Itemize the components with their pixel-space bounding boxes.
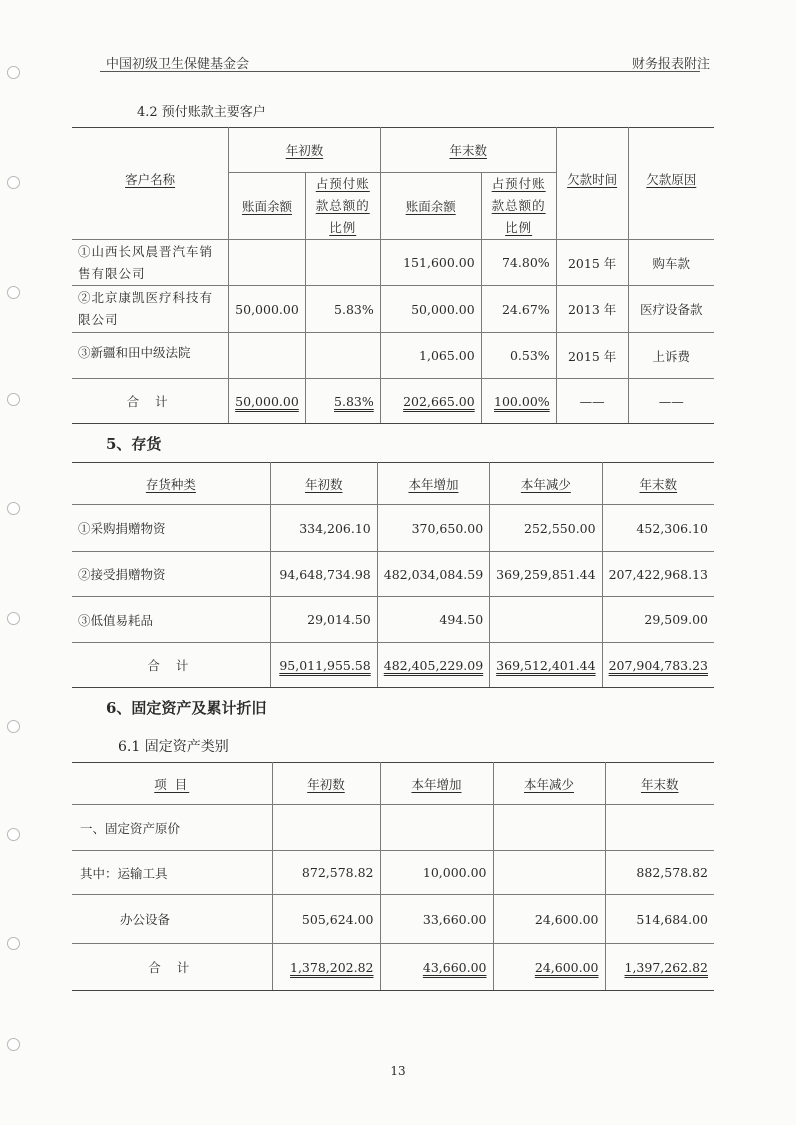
table-header-row — [72, 128, 714, 173]
decrease-value — [493, 851, 605, 895]
debt-time: 2015 年 — [556, 333, 628, 379]
total-time: —— — [556, 379, 628, 424]
col-begin: 年初数 — [285, 143, 324, 158]
col-begin-ratio-l1: 占预付账 — [315, 176, 370, 191]
col-end-ratio-l2: 款总额的 — [491, 198, 546, 213]
total-increase: 43,660.00 — [422, 959, 487, 975]
binder-hole — [7, 66, 20, 79]
header-section: 财务报表附注 — [631, 57, 710, 72]
section-6-1-title: 6.1 固定资产类别 — [118, 739, 229, 755]
begin-ratio — [305, 240, 380, 286]
prepaid-customers-table — [72, 127, 714, 424]
header-rule — [100, 71, 700, 72]
col-end-amount: 账面余额 — [405, 199, 456, 214]
end-value: 514,684.00 — [605, 895, 714, 944]
table-row — [72, 286, 714, 333]
end-value: 29,509.00 — [602, 597, 714, 643]
customer-name-l2: 售有限公司 — [78, 265, 146, 281]
table-total-row — [72, 944, 714, 991]
increase-value: 33,660.00 — [380, 895, 493, 944]
col-begin: 年初数 — [307, 776, 345, 792]
increase-value: 370,650.00 — [377, 505, 489, 552]
inventory-name: ②接受捐赠物资 — [72, 552, 270, 597]
total-label: 合 计 — [72, 379, 229, 424]
total-reason: —— — [628, 379, 714, 424]
begin-value: 505,624.00 — [272, 895, 380, 944]
col-customer-name: 客户名称 — [125, 172, 176, 187]
decrease-value — [490, 597, 602, 643]
col-increase: 本年增加 — [408, 476, 459, 492]
total-end-amount: 202,665.00 — [403, 393, 475, 409]
section-6-title: 6、固定资产及累计折旧 — [106, 699, 267, 717]
total-begin-ratio: 5.83% — [334, 393, 374, 409]
page-number: 13 — [390, 1064, 406, 1078]
asset-name: 其中：运输工具 — [72, 851, 272, 895]
col-reason: 欠款原因 — [646, 172, 697, 187]
inventory-name: ①采购捐赠物资 — [72, 505, 270, 552]
col-end-ratio-l3: 比例 — [505, 220, 533, 235]
binder-hole — [7, 393, 20, 406]
table-row — [72, 505, 714, 552]
binder-hole — [7, 937, 20, 950]
decrease-value: 252,550.00 — [490, 505, 602, 552]
begin-amount — [229, 240, 306, 286]
end-amount: 50,000.00 — [380, 286, 481, 333]
total-begin: 1,378,202.82 — [290, 959, 374, 975]
decrease-value: 24,600.00 — [493, 895, 605, 944]
asset-name: 一、固定资产原价 — [72, 805, 272, 851]
total-label: 合 计 — [72, 944, 272, 991]
customer-name-l1: ②北京康凯医疗科技有 — [78, 290, 214, 305]
col-end: 年末数 — [449, 143, 487, 158]
col-begin-ratio-l3: 比例 — [329, 220, 357, 235]
col-decrease: 本年减少 — [520, 476, 571, 492]
increase-value: 10,000.00 — [380, 851, 493, 895]
col-begin-amount: 账面余额 — [241, 199, 292, 214]
col-inventory-type: 存货种类 — [145, 476, 196, 492]
increase-value — [380, 805, 493, 851]
section-4-2-title: 4.2 预付账款主要客户 — [137, 105, 266, 120]
total-increase: 482,405,229.09 — [383, 657, 484, 673]
begin-ratio — [305, 333, 380, 379]
total-decrease: 24,600.00 — [534, 959, 599, 975]
decrease-value: 369,259,851.44 — [490, 552, 602, 597]
col-increase: 本年增加 — [411, 776, 462, 792]
table-row — [72, 851, 714, 895]
inventory-table — [72, 462, 714, 688]
total-label: 合 计 — [72, 643, 270, 688]
col-end: 年末数 — [639, 476, 678, 492]
binder-hole — [7, 502, 20, 515]
begin-value: 29,014.50 — [270, 597, 377, 643]
increase-value: 482,034,084.59 — [377, 552, 489, 597]
debt-time: 2015 年 — [556, 240, 628, 286]
table-total-row — [72, 643, 714, 688]
end-value — [605, 805, 714, 851]
begin-value: 872,578.82 — [272, 851, 380, 895]
increase-value: 494.50 — [377, 597, 489, 643]
col-decrease: 本年减少 — [523, 776, 574, 792]
table-header-row — [72, 463, 714, 505]
binder-hole — [7, 286, 20, 299]
table-row — [72, 805, 714, 851]
binder-hole — [7, 612, 20, 625]
col-begin-ratio-l2: 款总额的 — [315, 198, 370, 213]
begin-amount: 50,000.00 — [229, 286, 306, 333]
begin-value: 334,206.10 — [270, 505, 377, 552]
total-end: 207,904,783.23 — [608, 657, 708, 673]
end-ratio: 0.53% — [481, 333, 556, 379]
binder-hole — [7, 828, 20, 841]
table-total-row — [72, 379, 714, 424]
col-item: 项 目 — [154, 776, 190, 792]
col-begin: 年初数 — [305, 476, 343, 492]
begin-amount — [229, 333, 306, 379]
header-org: 中国初级卫生保健基金会 — [106, 57, 250, 72]
debt-reason: 上诉费 — [628, 333, 714, 379]
end-ratio: 74.80% — [481, 240, 556, 286]
col-time: 欠款时间 — [567, 172, 618, 187]
binder-hole — [7, 720, 20, 733]
end-ratio: 24.67% — [481, 286, 556, 333]
table-row — [72, 895, 714, 944]
begin-value — [272, 805, 380, 851]
col-end: 年末数 — [640, 776, 679, 792]
debt-reason: 医疗设备款 — [628, 286, 714, 333]
table-header-row — [72, 763, 714, 805]
begin-ratio: 5.83% — [305, 286, 380, 333]
total-begin: 95,011,955.58 — [279, 657, 371, 673]
total-decrease: 369,512,401.44 — [496, 657, 596, 673]
asset-name: 办公设备 — [72, 895, 272, 944]
end-value: 882,578.82 — [605, 851, 714, 895]
fixed-assets-table — [72, 762, 714, 991]
table-row — [72, 333, 714, 379]
table-row — [72, 597, 714, 643]
debt-reason: 购车款 — [628, 240, 714, 286]
total-end: 1,397,262.82 — [624, 959, 708, 975]
col-end-ratio-l1: 占预付账 — [491, 176, 546, 191]
table-row — [72, 240, 714, 286]
table-row — [72, 552, 714, 597]
section-5-title: 5、存货 — [106, 435, 162, 453]
decrease-value — [493, 805, 605, 851]
end-value: 207,422,968.13 — [602, 552, 714, 597]
total-begin-amount: 50,000.00 — [235, 393, 299, 409]
customer-name-l1: ①山西长风晨晋汽车销 — [78, 243, 214, 259]
binder-hole — [7, 176, 20, 189]
customer-name: ③新疆和田中级法院 — [72, 333, 229, 379]
debt-time: 2013 年 — [556, 286, 628, 333]
binder-hole — [7, 1038, 20, 1051]
customer-name-l2: 限公司 — [78, 312, 119, 327]
inventory-name: ③低值易耗品 — [72, 597, 270, 643]
end-value: 452,306.10 — [602, 505, 714, 552]
begin-value: 94,648,734.98 — [270, 552, 377, 597]
total-end-ratio: 100.00% — [494, 393, 550, 409]
end-amount: 1,065.00 — [380, 333, 481, 379]
end-amount: 151,600.00 — [380, 240, 481, 286]
